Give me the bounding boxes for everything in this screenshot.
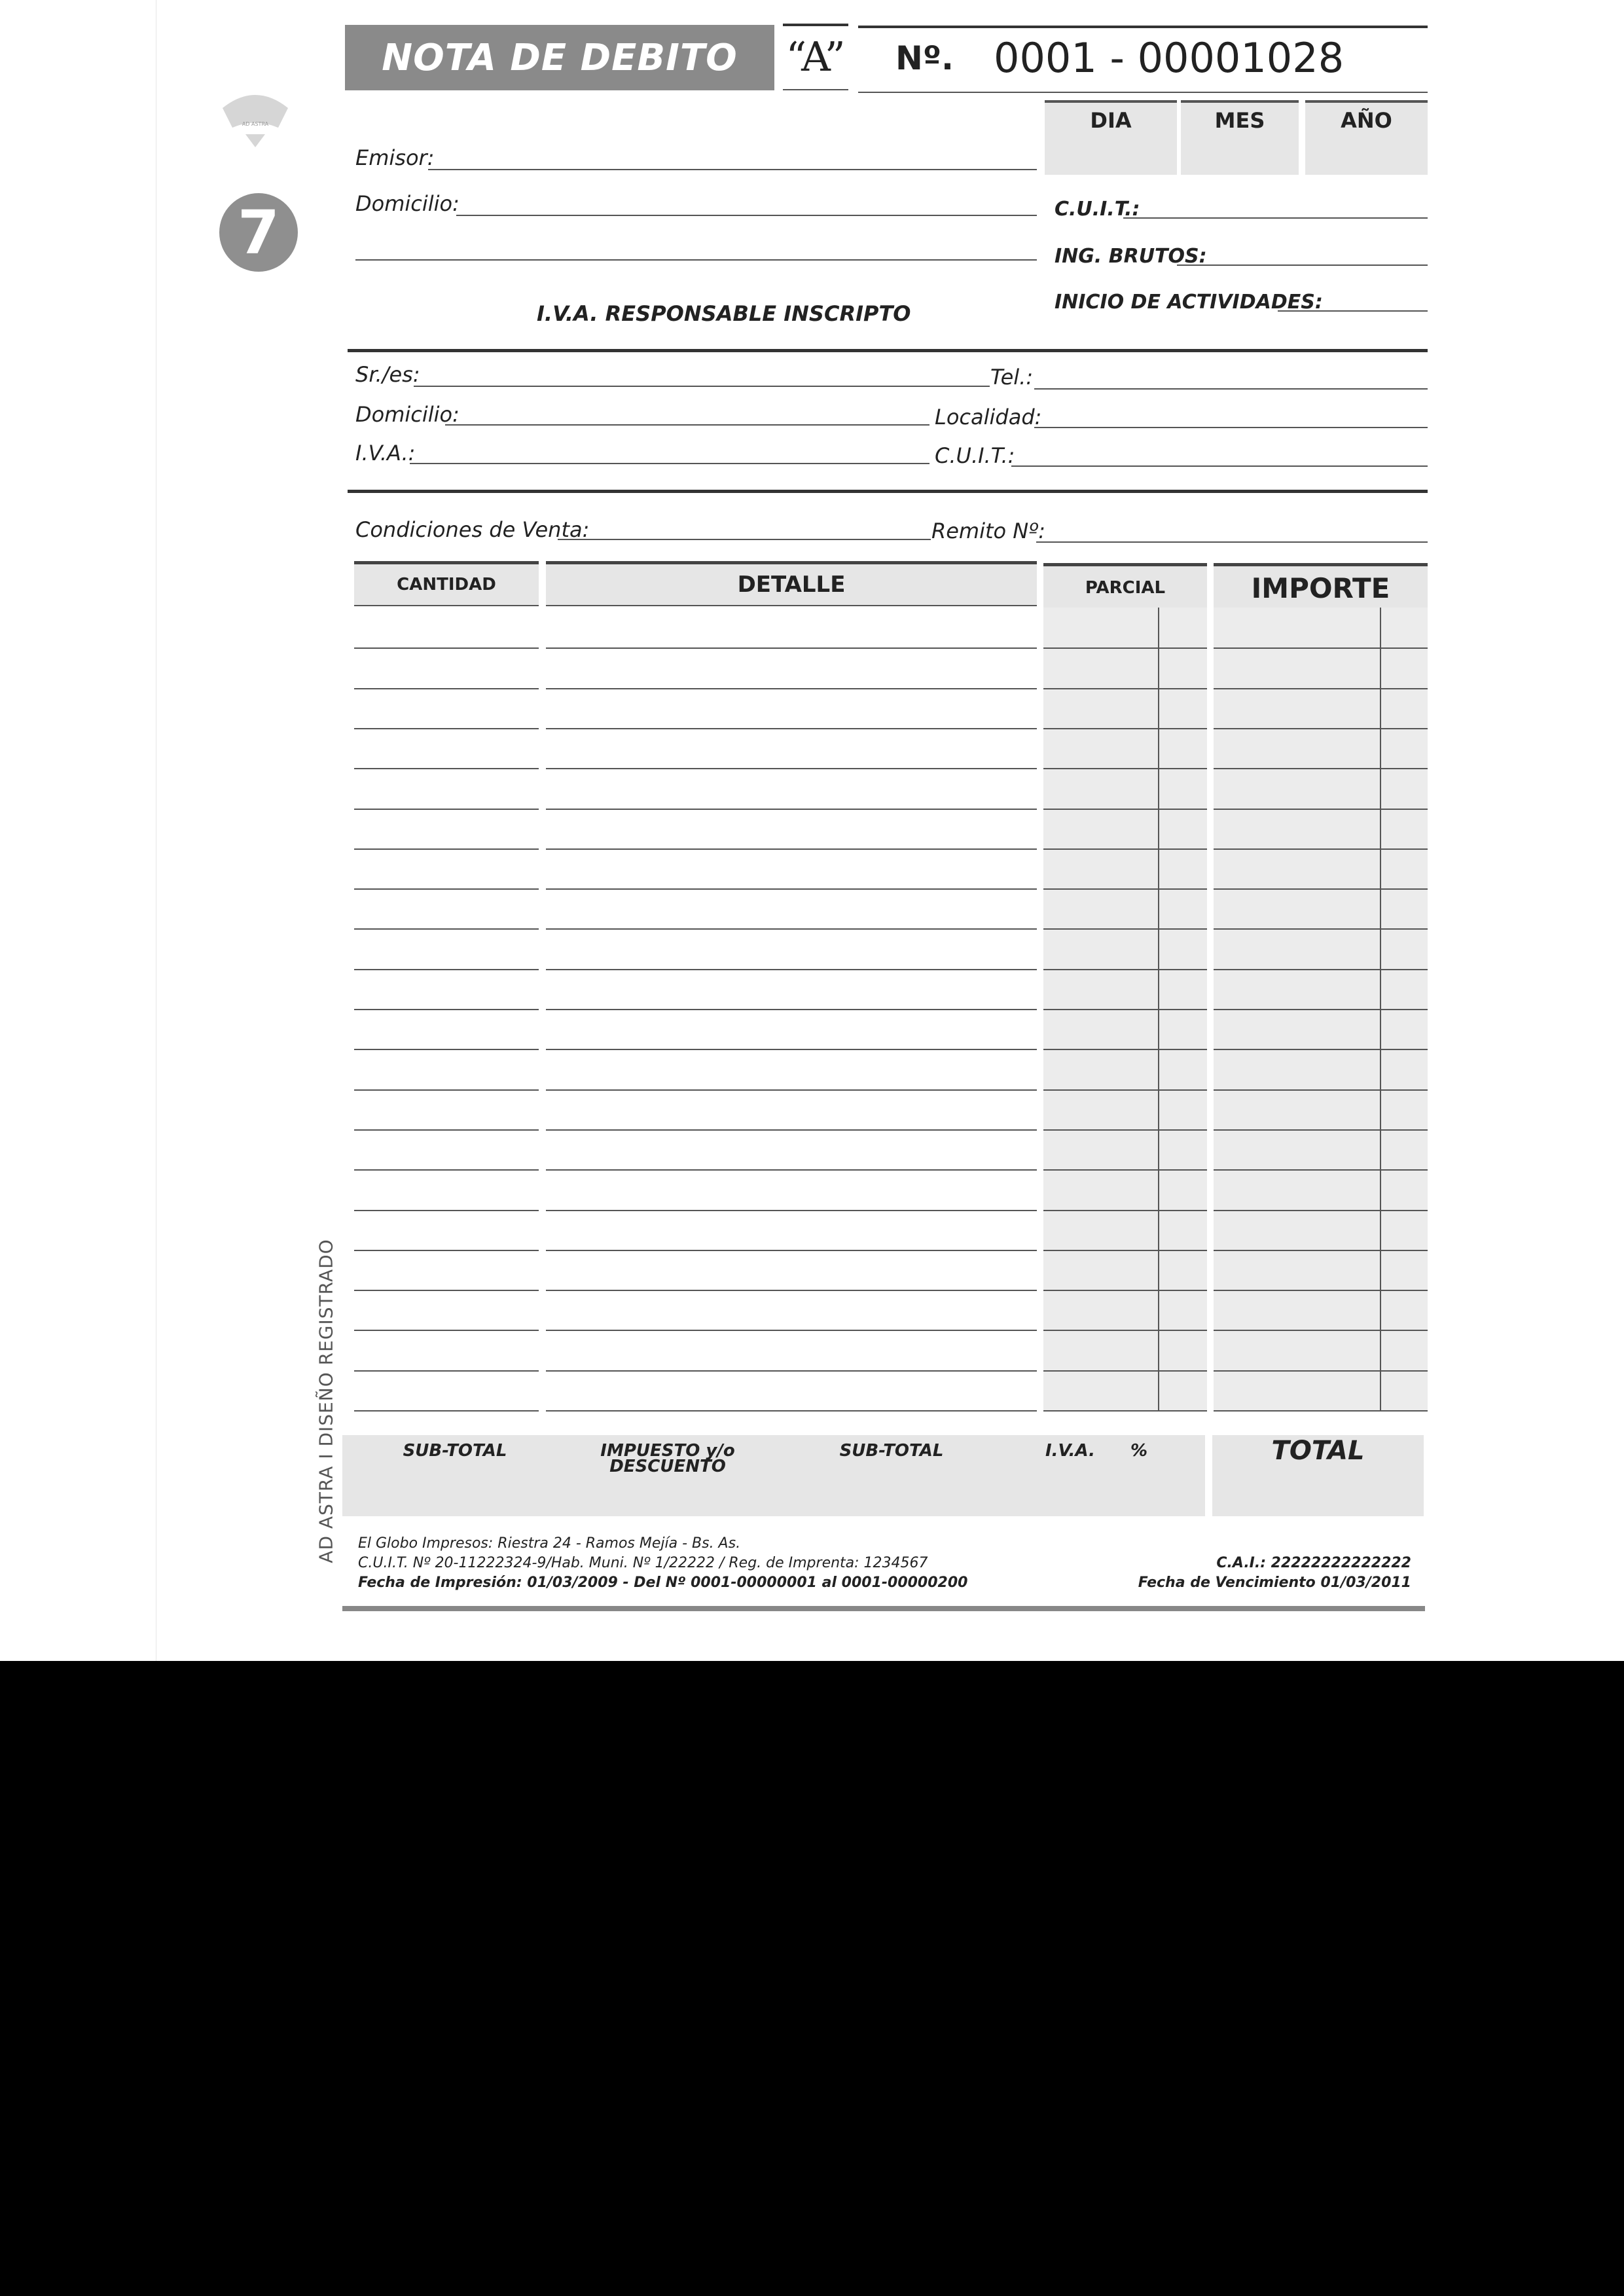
table-row-line xyxy=(1214,809,1428,810)
table-row-line xyxy=(354,688,539,689)
table-row-line xyxy=(546,1049,1037,1050)
date-month-label: MES xyxy=(1214,108,1265,133)
table-row-line xyxy=(1043,809,1207,810)
date-day-box xyxy=(1045,100,1177,175)
table-row-line xyxy=(354,1129,539,1131)
number-box-bottom xyxy=(858,92,1428,93)
table-row-line xyxy=(1043,728,1207,729)
impuesto-line1: IMPUESTO y/o xyxy=(600,1441,735,1461)
table-row-line xyxy=(546,1250,1037,1251)
table-row-line xyxy=(354,1410,539,1412)
table-row-line xyxy=(1043,688,1207,689)
table-row-line xyxy=(1214,848,1428,850)
table-row-line xyxy=(1214,1330,1428,1331)
table-row-line xyxy=(354,1009,539,1010)
client-name-label: Sr./es: xyxy=(355,362,420,387)
client-name-line xyxy=(414,386,990,387)
table-row-line xyxy=(1043,969,1207,970)
table-row-line xyxy=(354,888,539,890)
table-row-line xyxy=(354,1370,539,1372)
table-row-line xyxy=(1043,928,1207,930)
impuesto-label xyxy=(589,1443,746,1474)
section-divider-1 xyxy=(348,349,1428,352)
table-row-line xyxy=(1214,1250,1428,1251)
table-row-line xyxy=(546,1210,1037,1211)
table-row-line xyxy=(1043,1089,1207,1091)
table-row-line xyxy=(1043,1049,1207,1050)
table-row-line xyxy=(1043,1290,1207,1291)
table-row-line xyxy=(546,888,1037,890)
subtotal-1-label: SUB-TOTAL xyxy=(403,1441,507,1461)
table-row-line xyxy=(1043,1250,1207,1251)
table-row-line xyxy=(546,1410,1037,1412)
table-row-line xyxy=(1043,848,1207,850)
cai-number: C.A.I.: 22222222222222 xyxy=(1216,1555,1411,1571)
condiciones-venta-line xyxy=(558,539,931,540)
number-label: Nº. xyxy=(895,39,954,77)
date-month-box xyxy=(1181,100,1299,175)
client-cuit-label: C.U.I.T.: xyxy=(935,443,1015,468)
client-tel-label: Tel.: xyxy=(990,365,1034,390)
table-row-line xyxy=(546,647,1037,649)
header-importe-text: IMPORTE xyxy=(1251,572,1390,604)
table-row-line xyxy=(546,1169,1037,1171)
table-row-line xyxy=(354,1089,539,1091)
emitter-domicilio-line xyxy=(456,215,1037,216)
iva-condition: I.V.A. RESPONSABLE INSCRIPTO xyxy=(537,301,911,326)
table-row-line xyxy=(546,688,1037,689)
emitter-domicilio-label: Domicilio: xyxy=(355,191,460,216)
printer-line-1: El Globo Impresos: Riestra 24 - Ramos Mejía - Bs. As. xyxy=(358,1535,741,1552)
emisor-line xyxy=(428,169,1037,170)
date-year-label: AÑO xyxy=(1341,108,1392,133)
table-row-line xyxy=(354,848,539,850)
table-row-line xyxy=(1214,1169,1428,1171)
header-parcial xyxy=(1043,563,1207,611)
table-row-line xyxy=(1214,1210,1428,1211)
logo xyxy=(216,82,295,154)
client-iva-label: I.V.A.: xyxy=(355,441,416,465)
document-title-banner xyxy=(345,25,774,90)
table-row-line xyxy=(546,969,1037,970)
client-domicilio-line xyxy=(445,424,929,426)
client-localidad-label: Localidad: xyxy=(935,405,1042,429)
table-row-line xyxy=(354,969,539,970)
ing-brutos-line xyxy=(1177,264,1428,266)
table-row-line xyxy=(354,928,539,930)
cai-expiration: Fecha de Vencimiento 01/03/2011 xyxy=(1138,1575,1411,1591)
table-row-line xyxy=(1214,969,1428,970)
letter-box-top xyxy=(783,24,848,26)
table-row-line xyxy=(1043,1009,1207,1010)
table-row-line xyxy=(354,728,539,729)
logo-text: AD ASTRA xyxy=(242,121,269,127)
table-row-line xyxy=(1043,768,1207,769)
date-year-box xyxy=(1305,100,1428,175)
number-box-top xyxy=(858,26,1428,28)
table-row-line xyxy=(354,1049,539,1050)
date-day-label: DIA xyxy=(1090,108,1132,133)
table-row-line xyxy=(1214,688,1428,689)
table-row-line xyxy=(546,1290,1037,1291)
table-row-line xyxy=(354,647,539,649)
iva-percent: % xyxy=(1130,1441,1148,1461)
total-label: TOTAL xyxy=(1271,1436,1365,1466)
client-tel-line xyxy=(1034,388,1428,390)
emisor-label: Emisor: xyxy=(355,145,435,170)
table-row-line xyxy=(1043,1169,1207,1171)
table-row-line xyxy=(354,1210,539,1211)
table-row-line xyxy=(1214,647,1428,649)
condiciones-venta-label: Condiciones de Venta: xyxy=(355,517,590,542)
header-detalle-text: DETALLE xyxy=(737,572,846,598)
table-row-line xyxy=(354,1330,539,1331)
badge-number: 7 xyxy=(237,197,280,268)
table-row-line xyxy=(1214,1089,1428,1091)
table-row-line xyxy=(546,768,1037,769)
header-importe xyxy=(1214,563,1428,611)
invoice-number: 0001 - 00001028 xyxy=(994,34,1344,82)
emitter-cuit-label: C.U.I.T.: xyxy=(1055,198,1140,221)
client-domicilio-label: Domicilio: xyxy=(355,402,460,427)
footer-bar xyxy=(342,1606,1425,1611)
ing-brutos-label: ING. BRUTOS: xyxy=(1055,245,1207,268)
table-row-line xyxy=(546,1129,1037,1131)
emitter-cuit-line xyxy=(1123,217,1428,219)
table-row-line xyxy=(1214,768,1428,769)
invoice-letter: “A” xyxy=(785,33,846,81)
remito-line xyxy=(1036,541,1428,543)
table-row-line xyxy=(546,728,1037,729)
vertical-brand-text: AD ASTRA I DISEÑO REGISTRADO xyxy=(315,1239,337,1563)
table-row-line xyxy=(354,809,539,810)
header-cantidad-text: CANTIDAD xyxy=(397,575,496,594)
emitter-extra-line xyxy=(355,259,1037,261)
table-row-line xyxy=(546,1009,1037,1010)
table-row-line xyxy=(354,1250,539,1251)
table-row-line xyxy=(1214,888,1428,890)
table-row-line xyxy=(546,848,1037,850)
client-localidad-line xyxy=(1034,427,1428,428)
printer-line-2: C.U.I.T. Nº 20-11222324-9/Hab. Muni. Nº 1/22222 / Reg. de Imprenta: 1234567 xyxy=(358,1555,928,1571)
table-row-line xyxy=(546,1370,1037,1372)
header-detalle xyxy=(546,561,1037,606)
table-row-line xyxy=(354,768,539,769)
table-row-line xyxy=(1214,1370,1428,1372)
table-row-line xyxy=(1043,647,1207,649)
inicio-actividades-label: INICIO DE ACTIVIDADES: xyxy=(1055,291,1323,314)
client-cuit-line xyxy=(1011,465,1428,467)
table-row-line xyxy=(1043,1410,1207,1412)
impuesto-line2: DESCUENTO xyxy=(609,1457,726,1476)
table-row-line xyxy=(1043,1129,1207,1131)
table-row-line xyxy=(1043,1370,1207,1372)
table-row-line xyxy=(1214,1009,1428,1010)
header-parcial-text: PARCIAL xyxy=(1085,578,1166,598)
section-divider-2 xyxy=(348,490,1428,493)
table-row-line xyxy=(1214,1049,1428,1050)
table-row-line xyxy=(354,1290,539,1291)
iva-label: I.V.A. xyxy=(1045,1441,1095,1461)
table-row-line xyxy=(546,928,1037,930)
subtotal-2-label: SUB-TOTAL xyxy=(839,1441,944,1461)
table-row-line xyxy=(1043,888,1207,890)
table-row-line xyxy=(1214,728,1428,729)
table-row-line xyxy=(1214,1290,1428,1291)
page-number-badge xyxy=(219,193,298,272)
letter-box-bottom xyxy=(783,89,848,90)
table-row-line xyxy=(546,1089,1037,1091)
remito-label: Remito Nº: xyxy=(931,519,1046,543)
inicio-actividades-line xyxy=(1278,310,1428,312)
table-row-line xyxy=(546,1330,1037,1331)
table-row-line xyxy=(546,809,1037,810)
table-row-line xyxy=(354,1169,539,1171)
table-row-line xyxy=(1214,1410,1428,1412)
printer-line-3: Fecha de Impresión: 01/03/2009 - Del Nº 0001-00000001 al 0001-00000200 xyxy=(358,1575,968,1591)
header-cantidad xyxy=(354,561,539,606)
document-title: NOTA DE DEBITO xyxy=(382,36,738,79)
table-row-line xyxy=(1043,1210,1207,1211)
table-row-line xyxy=(1043,1330,1207,1331)
table-row-line xyxy=(1214,928,1428,930)
client-iva-line xyxy=(410,463,929,464)
table-row-line xyxy=(1214,1129,1428,1131)
